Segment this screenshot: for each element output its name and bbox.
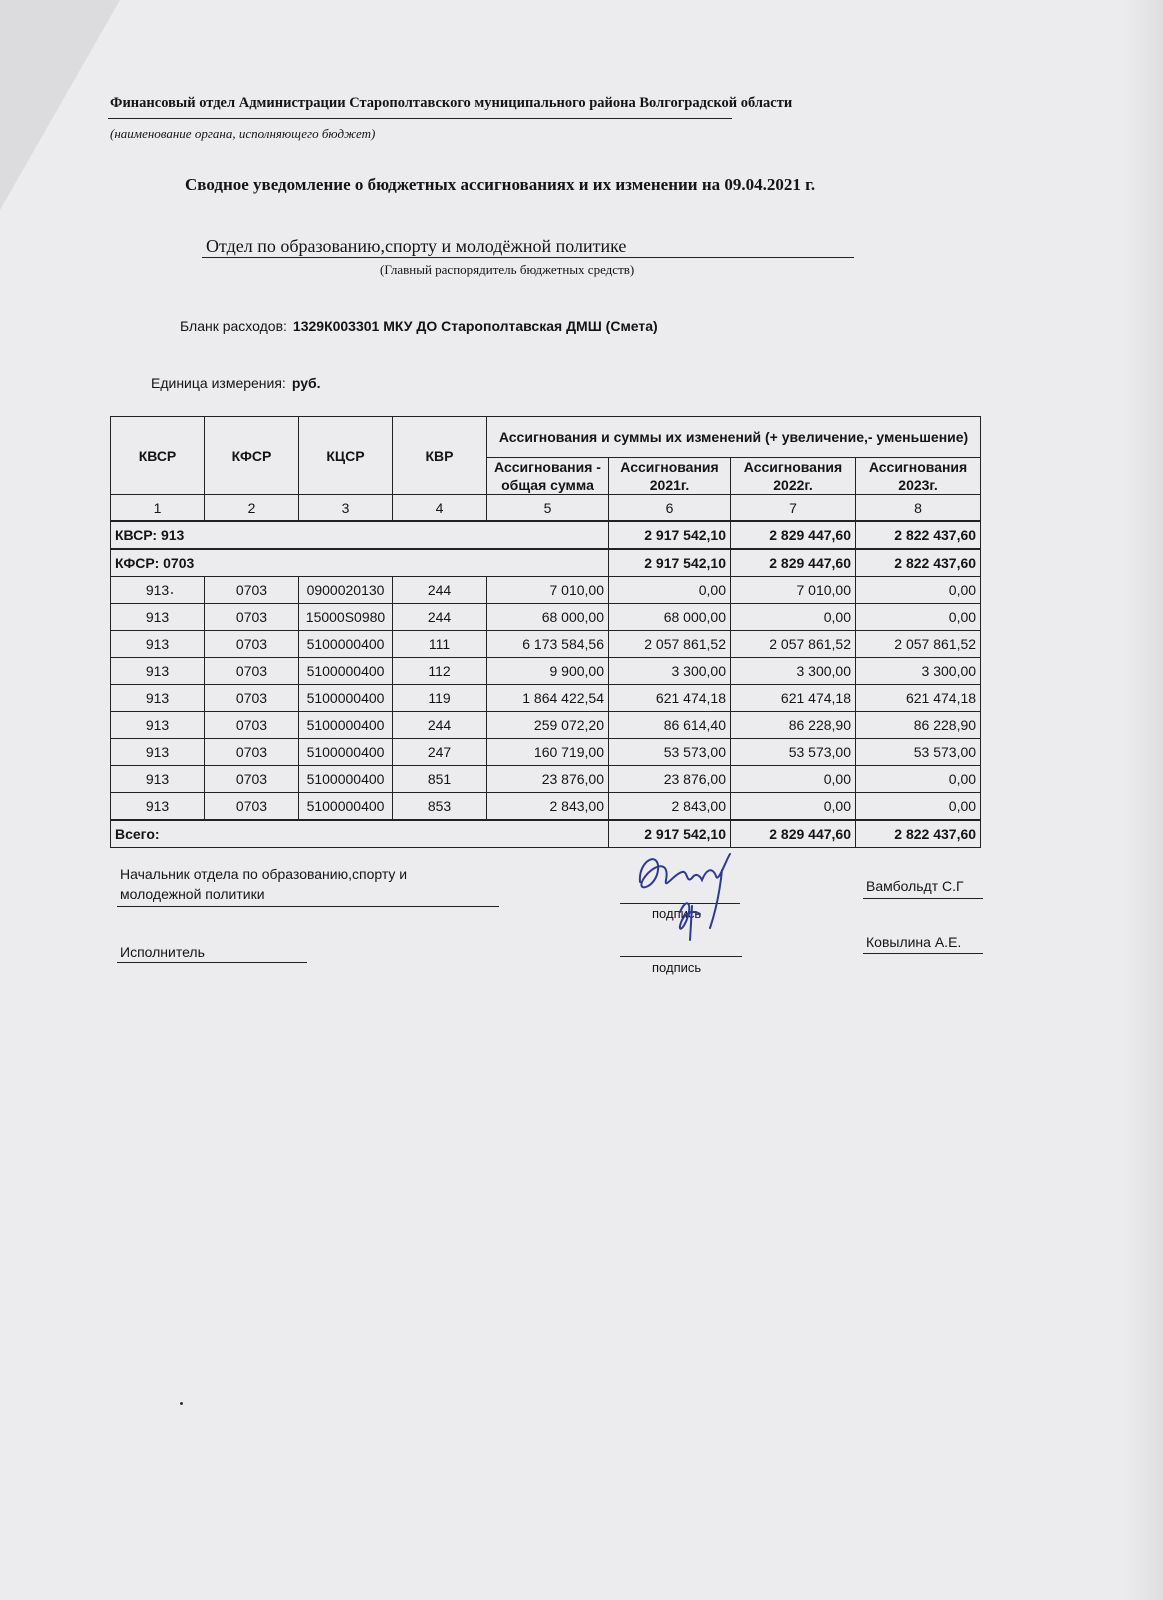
executor-name: Ковылина А.Е. [866,934,962,950]
cell-kcsr: 5100000400 [299,712,393,739]
table-row [111,712,981,739]
head-position-line-2: молодежной политики [120,886,265,902]
header-2021: Ассигнования 2021г. [609,458,731,495]
head-name: Вамбольдт С.Г [866,878,964,894]
cell-y2021: 86 614,40 [609,712,731,739]
head-signature-caption: подпись [652,906,702,921]
cell-y2023: 0,00 [856,793,981,821]
table-row [111,685,981,712]
cell-kvsr: 913 [111,631,205,658]
unit-value: руб. [291,375,321,391]
cell-y2023: 0,00 [856,577,981,604]
kfsr-2022: 2 829 447,60 [731,549,856,577]
cell-y2022: 86 228,90 [731,712,856,739]
col-number: 4 [393,495,487,522]
table-row [111,631,981,658]
blank-value: 1329К003301 МКУ ДО Старополтавская ДМШ (Смета) [292,318,658,334]
total-label: Всего: [111,820,609,848]
cell-kcsr: 5100000400 [299,793,393,821]
kvsr-label: КВСР: 913 [111,521,609,549]
cell-kcsr: 5100000400 [299,685,393,712]
cell-kfsr: 0703 [205,766,299,793]
kvsr-subtotal-row [111,521,981,549]
cell-y2021: 621 474,18 [609,685,731,712]
header-allocations-group: Ассигнования и суммы их изменений (+ увеличение,- уменьшение) [487,417,981,458]
cell-kfsr: 0703 [205,631,299,658]
kfsr-subtotal-row [111,549,981,577]
cell-total: 1 864 422,54 [487,685,609,712]
header-kfsr: КФСР [205,417,299,495]
header-total: Ассигнования - общая сумма [487,458,609,495]
cell-y2021: 2 843,00 [609,793,731,821]
organization-underline [108,118,732,119]
cell-kfsr: 0703 [205,712,299,739]
scan-edge-shadow [1123,0,1163,1600]
cell-kvr: 853 [393,793,487,821]
blank-label: Бланк расходов: [180,318,287,334]
total-row [111,820,981,848]
col-number: 3 [299,495,393,522]
department-name: Отдел по образованию,спорту и молодёжной политике [206,236,627,256]
cell-kvsr: 913 [111,712,205,739]
allocations-table [110,416,981,848]
table-row [111,766,981,793]
cell-kfsr: 0703 [205,739,299,766]
cell-total: 7 010,00 [487,577,609,604]
cell-y2021: 68 000,00 [609,604,731,631]
cell-total: 23 876,00 [487,766,609,793]
total-2021: 2 917 542,10 [609,820,731,848]
cell-total: 2 843,00 [487,793,609,821]
unit-label: Единица измерения: [151,375,286,391]
total-2023: 2 822 437,60 [856,820,981,848]
head-position-underline [117,906,499,907]
cell-kvr: 244 [393,712,487,739]
cell-kvr: 112 [393,658,487,685]
cell-y2022: 0,00 [731,793,856,821]
cell-kvsr: 913 [111,577,205,604]
scan-speck [171,592,173,594]
unit-line [151,375,321,391]
head-position-line-1: Начальник отдела по образованию,спорту и [120,866,408,882]
cell-total: 259 072,20 [487,712,609,739]
organization-hint: (наименование органа, исполняющего бюджет) [110,126,376,141]
cell-kvsr: 913 [111,793,205,821]
header-kcsr: КЦСР [299,417,393,495]
cell-total: 68 000,00 [487,604,609,631]
executor-underline [117,962,307,963]
kfsr-label: КФСР: 0703 [111,549,609,577]
department-underline [202,257,854,258]
cell-kcsr: 5100000400 [299,766,393,793]
cell-kcsr: 5100000400 [299,739,393,766]
column-numbers-row [111,495,981,522]
total-2022: 2 829 447,60 [731,820,856,848]
col-number: 1 [111,495,205,522]
header-kvr: КВР [393,417,487,495]
cell-total: 9 900,00 [487,658,609,685]
data-rows [111,577,981,821]
col-number: 2 [205,495,299,522]
cell-y2022: 7 010,00 [731,577,856,604]
table-row [111,577,981,604]
cell-kvr: 851 [393,766,487,793]
col-number: 5 [487,495,609,522]
col-number: 8 [856,495,981,522]
cell-total: 160 719,00 [487,739,609,766]
kfsr-2023: 2 822 437,60 [856,549,981,577]
cell-kcsr: 15000S0980 [299,604,393,631]
cell-y2023: 621 474,18 [856,685,981,712]
cell-kvr: 244 [393,577,487,604]
cell-y2023: 2 057 861,52 [856,631,981,658]
cell-kvr: 111 [393,631,487,658]
cell-y2022: 3 300,00 [731,658,856,685]
executor-label: Исполнитель [120,944,205,960]
cell-y2021: 2 057 861,52 [609,631,731,658]
cell-y2023: 0,00 [856,604,981,631]
cell-kfsr: 0703 [205,793,299,821]
header-2022: Ассигнования 2022г. [731,458,856,495]
cell-y2021: 23 876,00 [609,766,731,793]
handwritten-signature [630,850,750,950]
cell-total: 6 173 584,56 [487,631,609,658]
cell-kvsr: 913 [111,766,205,793]
cell-y2023: 86 228,90 [856,712,981,739]
cell-kvr: 244 [393,604,487,631]
cell-kvsr: 913 [111,658,205,685]
header-kvsr: КВСР [111,417,205,495]
department-hint: (Главный распорядитель бюджетных средств) [380,262,635,277]
cell-y2022: 0,00 [731,766,856,793]
cell-kfsr: 0703 [205,577,299,604]
cell-kfsr: 0703 [205,658,299,685]
col-number: 7 [731,495,856,522]
cell-y2021: 3 300,00 [609,658,731,685]
scan-speck [180,1402,183,1405]
col-number: 6 [609,495,731,522]
cell-kcsr: 0900020130 [299,577,393,604]
kfsr-2021: 2 917 542,10 [609,549,731,577]
header-2023: Ассигнования 2023г. [856,458,981,495]
cell-kfsr: 0703 [205,685,299,712]
kvsr-2023: 2 822 437,60 [856,521,981,549]
cell-kvsr: 913 [111,604,205,631]
table-row [111,793,981,821]
cell-kvr: 119 [393,685,487,712]
table-row [111,658,981,685]
cell-y2022: 53 573,00 [731,739,856,766]
document-title: Сводное уведомление о бюджетных ассигнованиях и их изменении на 09.04.2021 г. [185,175,816,194]
cell-y2023: 3 300,00 [856,658,981,685]
cell-kvsr: 913 [111,685,205,712]
executor-name-underline [863,953,983,954]
cell-kcsr: 5100000400 [299,631,393,658]
table-row [111,604,981,631]
cell-kfsr: 0703 [205,604,299,631]
cell-y2022: 0,00 [731,604,856,631]
cell-y2021: 53 573,00 [609,739,731,766]
executor-signature-line [620,956,742,957]
cell-kvsr: 913 [111,739,205,766]
cell-y2023: 53 573,00 [856,739,981,766]
scan-corner-shadow [0,0,120,210]
cell-y2022: 621 474,18 [731,685,856,712]
head-name-underline [863,898,983,899]
table-row [111,739,981,766]
cell-y2022: 2 057 861,52 [731,631,856,658]
executor-signature-caption: подпись [652,960,702,975]
table-header-row-1 [111,417,981,458]
kvsr-2022: 2 829 447,60 [731,521,856,549]
cell-y2021: 0,00 [609,577,731,604]
cell-kcsr: 5100000400 [299,658,393,685]
organization-name: Финансовый отдел Администрации Старополтавского муниципального района Волгоградской области [110,95,793,111]
blank-line [180,318,658,334]
kvsr-2021: 2 917 542,10 [609,521,731,549]
cell-kvr: 247 [393,739,487,766]
cell-y2023: 0,00 [856,766,981,793]
